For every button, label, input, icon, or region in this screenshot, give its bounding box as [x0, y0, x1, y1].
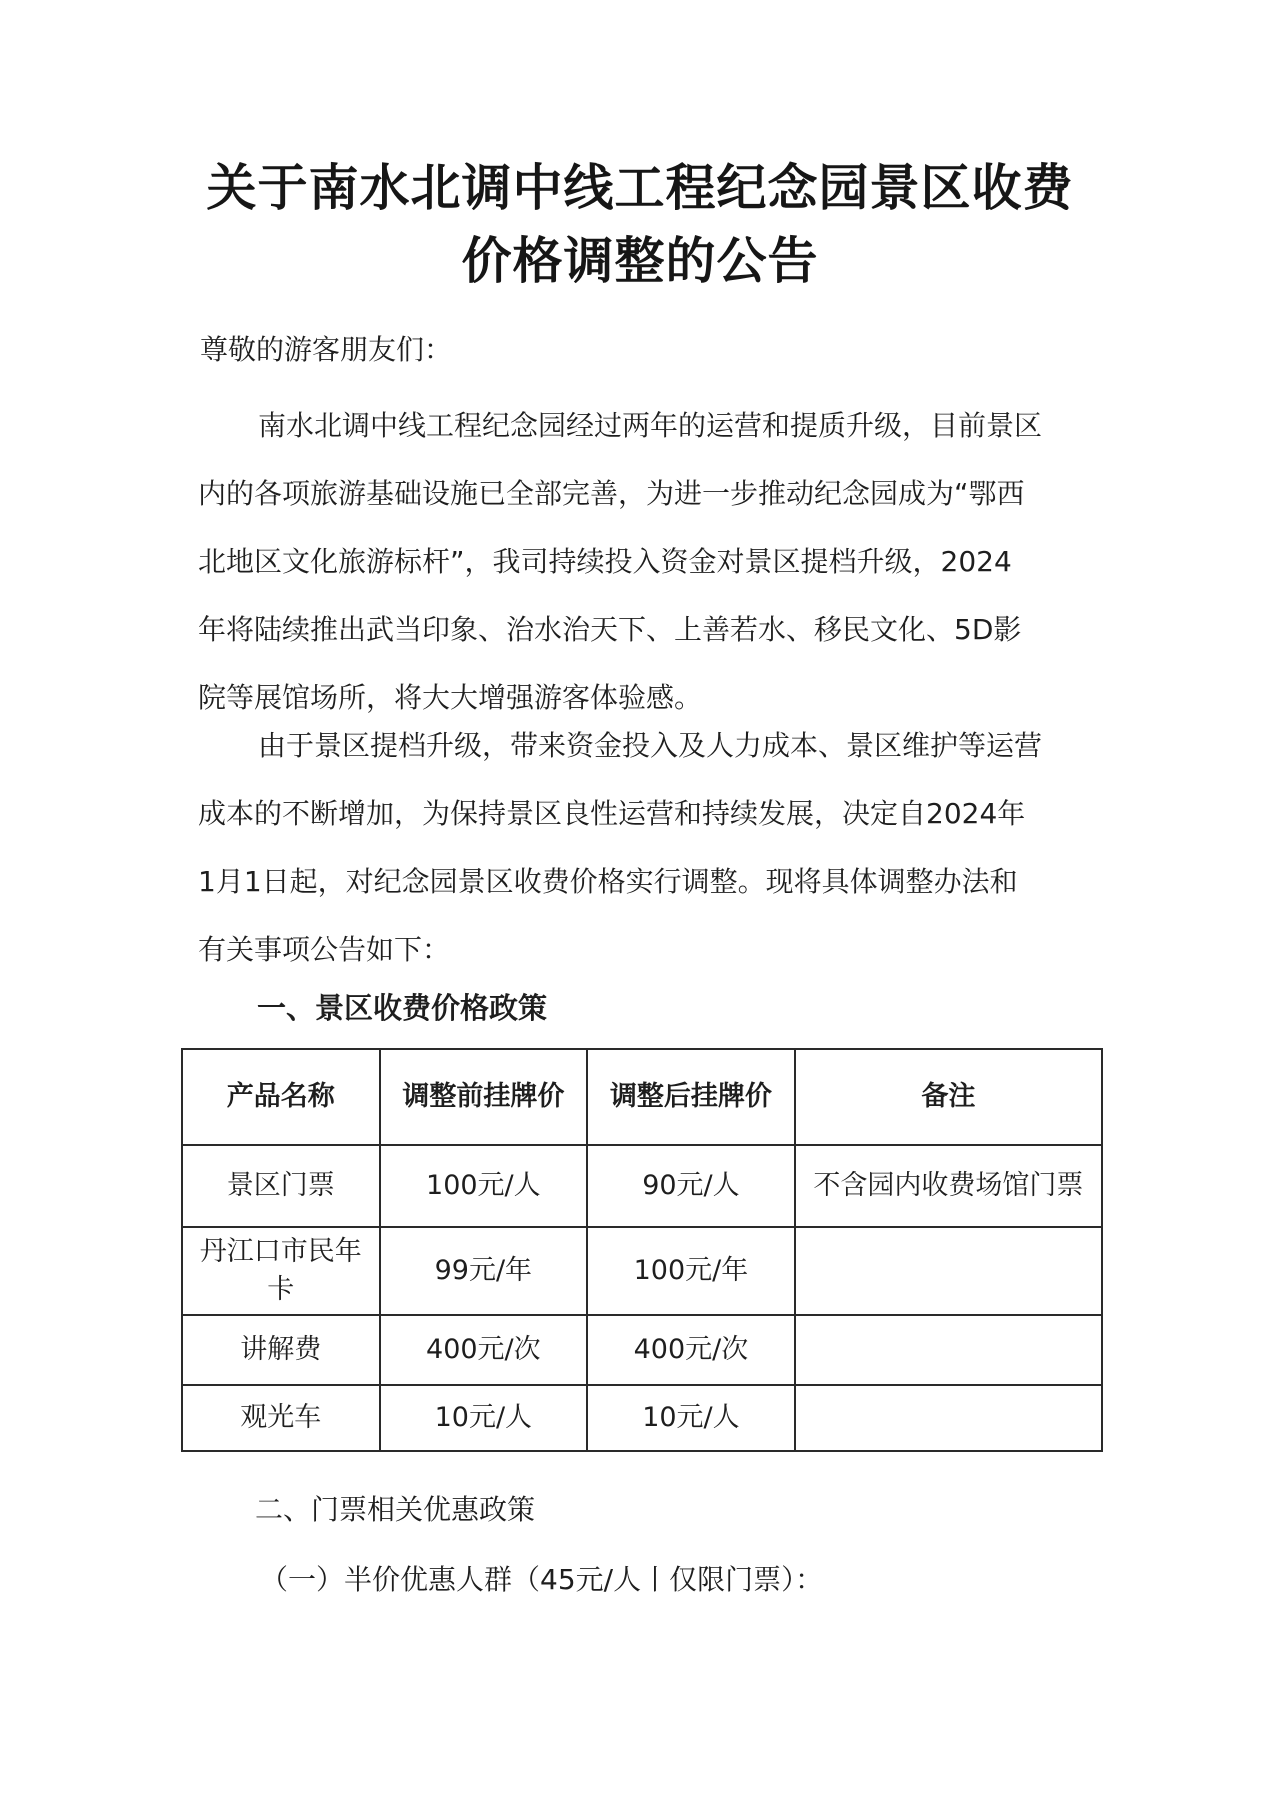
cell-price-after: 10元/人: [587, 1385, 795, 1451]
header-price-before: 调整前挂牌价: [380, 1049, 588, 1145]
paragraph-line: 内的各项旅游基础设施已全部完善，为进一步推动纪念园成为“鄂西: [198, 477, 1025, 510]
paragraph-line: 北地区文化旅游标杆”，我司持续投入资金对景区提档升级，2024: [198, 545, 1012, 578]
document-title-line-2: 价格调整的公告: [461, 231, 819, 290]
cell-price-before: 100元/人: [380, 1145, 588, 1227]
header-price-after: 调整后挂牌价: [587, 1049, 795, 1145]
cell-product-name: 观光车: [182, 1385, 380, 1451]
paragraph-line: 南水北调中线工程纪念园经过两年的运营和提质升级，目前景区: [258, 409, 1043, 442]
paragraph-1: [198, 392, 1098, 732]
cell-note: [795, 1385, 1102, 1451]
cell-price-before: 400元/次: [380, 1315, 588, 1385]
cell-price-before: 99元/年: [380, 1227, 588, 1315]
cell-price-after: 400元/次: [587, 1315, 795, 1385]
paragraph-line: 1月1日起，对纪念园景区收费价格实行调整。现将具体调整办法和: [198, 865, 1018, 898]
paragraph-line: 成本的不断增加，为保持景区良性运营和持续发展，决定自2024年: [198, 797, 1026, 830]
cell-product-name: 景区门票: [182, 1145, 380, 1227]
cell-product-name: 丹江口市民年卡: [182, 1227, 380, 1315]
cell-note: [795, 1227, 1102, 1315]
document-title-line-1: 关于南水北调中线工程纪念园景区收费: [206, 158, 1074, 217]
subsection-1-heading: （一）半价优惠人群（45元/人丨仅限门票）：: [260, 1563, 824, 1596]
paragraph-line: 有关事项公告如下：: [198, 933, 451, 966]
paragraph-line: 由于景区提档升级，带来资金投入及人力成本、景区维护等运营: [258, 729, 1043, 762]
paragraph-line: 年将陆续推出武当印象、治水治天下、上善若水、移民文化、5D影: [198, 613, 1022, 646]
paragraph-2: [198, 712, 1098, 984]
header-note: 备注: [795, 1049, 1102, 1145]
section-1-heading: 一、景区收费价格政策: [257, 991, 548, 1025]
table-row: [182, 1385, 1102, 1451]
table-row: [182, 1315, 1102, 1385]
table-row: [182, 1145, 1102, 1227]
cell-product-name: 讲解费: [182, 1315, 380, 1385]
table-row: [182, 1227, 1102, 1315]
cell-price-after: 100元/年: [587, 1227, 795, 1315]
cell-price-before: 10元/人: [380, 1385, 588, 1451]
table-header-row: [182, 1049, 1102, 1145]
section-2-heading: 二、门票相关优惠政策: [255, 1493, 536, 1526]
price-table: [181, 1048, 1103, 1452]
salutation: 尊敬的游客朋友们：: [200, 333, 453, 366]
cell-note: 不含园内收费场馆门票: [795, 1145, 1102, 1227]
header-product-name: 产品名称: [182, 1049, 380, 1145]
cell-price-after: 90元/人: [587, 1145, 795, 1227]
cell-note: [795, 1315, 1102, 1385]
paragraph-line: 院等展馆场所，将大大增强游客体验感。: [198, 681, 703, 714]
